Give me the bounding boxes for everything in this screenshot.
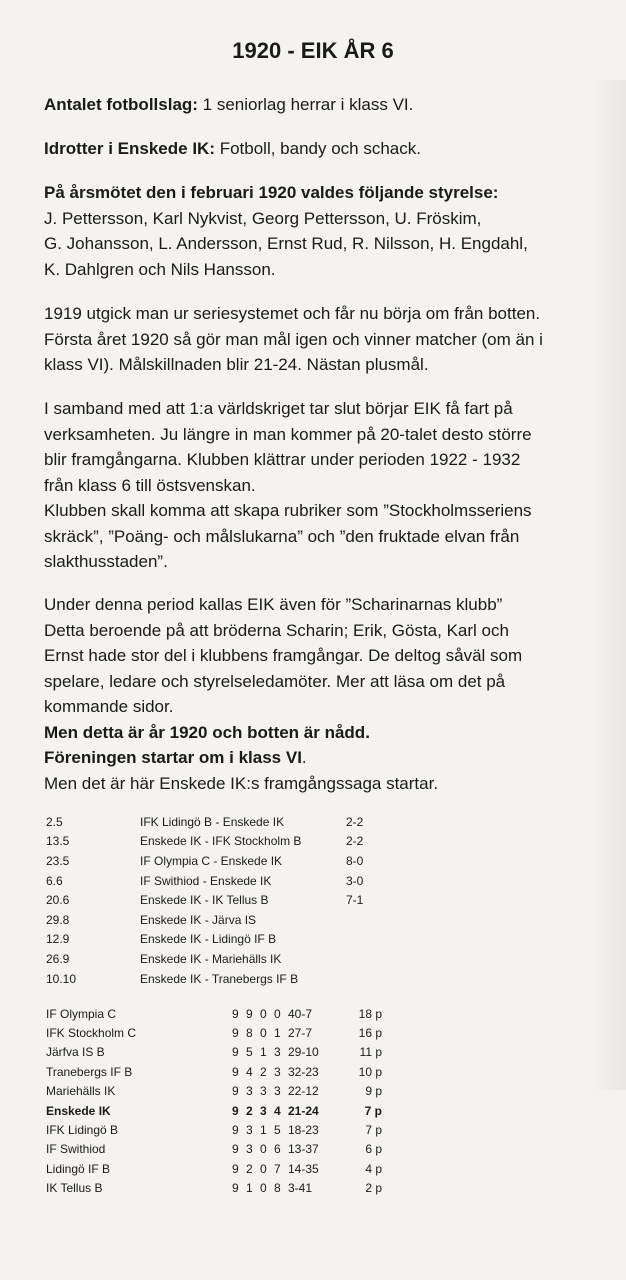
draws: 0 [260, 1161, 267, 1176]
losses: 1 [274, 1026, 281, 1041]
match-result: 7-1 [346, 893, 364, 908]
points: 2 p [365, 1181, 382, 1196]
scharin-line: Detta beroende på att bröderna Scharin; Erik, Gösta, Karl och [44, 620, 509, 640]
bold-statement-tail: . [301, 748, 307, 767]
history-line: 1919 utgick man ur seriesystemet och får nu börja om från botten. [44, 304, 541, 323]
board-line: G. Johansson, L. Andersson, Ernst Rud, R. Nilsson, H. Engdahl, [44, 234, 528, 253]
match-result [346, 930, 406, 950]
sports-text: Fotboll, bandy och schack. [214, 139, 421, 158]
games-played: 9 [232, 1045, 239, 1060]
scharin-line: Ernst hade stor del i klubbens framgångar. De deltog såväl som [44, 646, 523, 665]
match-fixture: IF Swithiod - Enskede IK [140, 873, 272, 888]
games-played: 9 [232, 1064, 239, 1079]
match-result [346, 910, 406, 930]
bold-statement: Föreningen startar om i klass VI [44, 748, 302, 767]
losses: 0 [274, 1006, 281, 1021]
match-result: 3-0 [346, 873, 364, 888]
match-date: 23.5 [46, 853, 70, 868]
history-paragraph [44, 301, 616, 378]
team-name: IF Olympia C [46, 1006, 117, 1021]
team-name: Tranebergs IF B [46, 1064, 133, 1079]
draws: 2 [260, 1064, 267, 1079]
match-date: 29.8 [46, 912, 70, 927]
draws: 3 [260, 1084, 267, 1099]
points: 6 p [365, 1142, 382, 1157]
page-title: 1920 - EIK ÅR 6 [232, 38, 394, 63]
scharin-line: spelare, ledare och styrelseledamöter. Mer att läsa om det på [44, 671, 506, 691]
match-date: 12.9 [46, 932, 70, 947]
points: 11 p [359, 1045, 382, 1060]
goal-difference: 27-7 [288, 1026, 313, 1041]
match-row [46, 851, 406, 871]
bold-statement: Men detta är år 1920 och botten är nådd. [44, 722, 370, 742]
match-fixture: Enskede IK - Järva IS [140, 912, 257, 927]
match-date: 2.5 [46, 814, 63, 829]
match-schedule-table [46, 812, 406, 988]
team-name: Järfva IS B [46, 1045, 105, 1060]
losses: 4 [274, 1103, 281, 1118]
wins: 4 [246, 1064, 253, 1079]
match-row [46, 832, 406, 852]
sports-paragraph [44, 136, 616, 162]
scharin-line: Under denna period kallas EIK även för ”Scharinarnas klubb” [44, 595, 503, 614]
games-played: 9 [232, 1181, 239, 1196]
wins: 9 [246, 1006, 253, 1021]
teams-label: Antalet fotbollslag: [44, 95, 198, 114]
games-played: 9 [232, 1161, 239, 1176]
board-heading: På årsmötet den i februari 1920 valdes följande styrelse: [44, 183, 499, 202]
wins: 2 [246, 1161, 253, 1176]
goal-difference: 18-23 [288, 1123, 319, 1138]
growth-line: från klass 6 till östsvenskan. [44, 475, 256, 495]
history-line: klass VI). Målskillnaden blir 21-24. Nästan plusmål. [44, 355, 429, 374]
scharin-paragraph [44, 592, 616, 796]
board-line: J. Pettersson, Karl Nykvist, Georg Pettersson, U. Fröskim, [44, 208, 482, 228]
standings-row [46, 1023, 382, 1042]
draws: 0 [260, 1026, 267, 1041]
losses: 8 [274, 1181, 281, 1196]
match-result: 8-0 [346, 853, 364, 868]
points: 7 p [364, 1103, 382, 1118]
match-fixture: IFK Lidingö B - Enskede IK [140, 814, 285, 829]
growth-line: I samband med att 1:a världskriget tar slut börjar EIK få fart på [44, 399, 513, 418]
losses: 7 [274, 1161, 281, 1176]
wins: 2 [246, 1103, 253, 1118]
losses: 3 [274, 1064, 281, 1079]
goal-difference: 40-7 [288, 1006, 313, 1021]
goal-difference: 3-41 [288, 1181, 313, 1196]
match-result [346, 949, 406, 969]
draws: 0 [260, 1006, 267, 1021]
team-name: Lidingö IF B [46, 1161, 111, 1176]
draws: 1 [260, 1123, 267, 1138]
standings-row [46, 1101, 382, 1120]
standings-row [46, 1004, 382, 1023]
goal-difference: 13-37 [288, 1142, 319, 1157]
team-name: Enskede IK [46, 1103, 111, 1118]
standings-row [46, 1120, 382, 1139]
losses: 5 [274, 1123, 281, 1138]
match-date: 26.9 [46, 951, 70, 966]
growth-line: verksamheten. Ju längre in man kommer på 20-talet desto större [44, 424, 532, 444]
standings-row [46, 1043, 382, 1062]
match-date: 13.5 [46, 834, 70, 849]
points: 4 p [365, 1161, 382, 1176]
board-paragraph [44, 180, 616, 282]
match-fixture: Enskede IK - IFK Stockholm B [140, 834, 302, 849]
draws: 0 [260, 1142, 267, 1157]
points: 18 p [358, 1006, 382, 1021]
match-date: 20.6 [46, 893, 70, 908]
standings-row [46, 1062, 382, 1081]
match-row [46, 890, 406, 910]
growth-paragraph [44, 396, 616, 575]
wins: 1 [246, 1181, 253, 1196]
standings-row [46, 1082, 382, 1101]
points: 9 p [365, 1084, 382, 1099]
match-date: 6.6 [46, 873, 63, 888]
team-name: IFK Lidingö B [46, 1123, 119, 1138]
match-fixture: IF Olympia C - Enskede IK [140, 853, 283, 868]
teams-paragraph [44, 92, 616, 118]
growth-line: blir framgångarna. Klubben klättrar under perioden 1922 - 1932 [44, 450, 521, 469]
wins: 3 [246, 1084, 253, 1099]
wins: 3 [246, 1142, 253, 1157]
goal-difference: 22-12 [288, 1084, 319, 1099]
draws: 1 [260, 1045, 267, 1060]
goal-difference: 29-10 [288, 1045, 319, 1060]
match-result: 2-2 [346, 834, 364, 849]
league-standings-table [46, 1004, 382, 1198]
wins: 3 [246, 1123, 253, 1138]
games-played: 9 [232, 1123, 239, 1138]
match-row [46, 871, 406, 891]
goal-difference: 21-24 [288, 1103, 319, 1118]
games-played: 9 [232, 1142, 239, 1157]
match-fixture: Enskede IK - Mariehälls IK [140, 951, 282, 966]
team-name: IFK Stockholm C [46, 1026, 137, 1041]
draws: 0 [260, 1181, 267, 1196]
points: 16 p [358, 1026, 382, 1041]
standings-row [46, 1179, 382, 1198]
games-played: 9 [232, 1026, 239, 1041]
wins: 5 [246, 1045, 253, 1060]
points: 7 p [365, 1123, 382, 1138]
goal-difference: 14-35 [288, 1161, 319, 1176]
points: 10 p [358, 1064, 382, 1079]
history-line: Första året 1920 så gör man mål igen och vinner matcher (om än i [44, 329, 543, 349]
match-result: 2-2 [346, 814, 364, 829]
match-date: 10.10 [46, 971, 77, 986]
draws: 3 [260, 1103, 267, 1118]
match-result [346, 969, 406, 989]
wins: 8 [246, 1026, 253, 1041]
match-row [46, 930, 406, 950]
growth-line: slakthusstaden”. [44, 552, 168, 571]
growth-line: skräck”, ”Poäng- och målslukarna” och ”den fruktade elvan från [44, 526, 520, 546]
scharin-line: kommande sidor. [44, 697, 174, 716]
match-row [46, 969, 406, 989]
match-fixture: Enskede IK - Tranebergs IF B [140, 971, 299, 986]
standings-row [46, 1159, 382, 1178]
teams-text: 1 seniorlag herrar i klass VI. [197, 95, 414, 114]
match-fixture: Enskede IK - Lidingö IF B [140, 932, 277, 947]
games-played: 9 [232, 1103, 239, 1118]
growth-line: Klubben skall komma att skapa rubriker som ”Stockholmsseriens [44, 501, 532, 520]
standings-row [46, 1140, 382, 1159]
team-name: Mariehälls IK [46, 1084, 116, 1099]
sports-label: Idrotter i Enskede IK: [44, 139, 215, 158]
games-played: 9 [232, 1006, 239, 1021]
team-name: IF Swithiod [46, 1142, 106, 1157]
match-row [46, 949, 406, 969]
goal-difference: 32-23 [288, 1064, 319, 1079]
board-line: K. Dahlgren och Nils Hansson. [44, 259, 276, 279]
losses: 6 [274, 1142, 281, 1157]
team-name: IK Tellus B [46, 1181, 103, 1196]
games-played: 9 [232, 1084, 239, 1099]
match-fixture: Enskede IK - IK Tellus B [140, 893, 269, 908]
match-row [46, 812, 406, 832]
losses: 3 [274, 1084, 281, 1099]
losses: 3 [274, 1045, 281, 1060]
match-row [46, 910, 406, 930]
closing-line: Men det är här Enskede IK:s framgångssaga startar. [44, 773, 439, 793]
